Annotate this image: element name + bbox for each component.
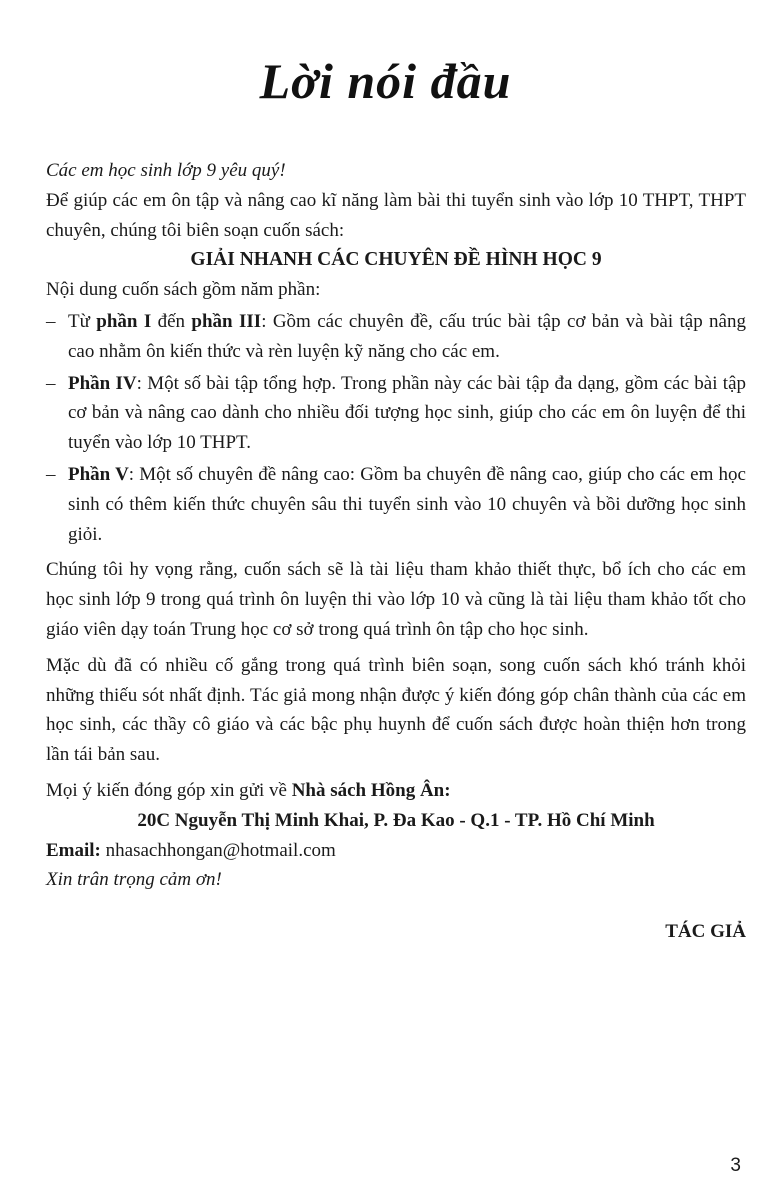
feedback-text: Mọi ý kiến đóng góp xin gửi về	[46, 779, 292, 801]
item-text: : Một số bài tập tổng hợp. Trong phần này các bài tập đa dạng, gồm các bài tập cơ bản và nâng cao dành cho nhiều đối tượng học sinh, giúp cho các em ôn luyện để thi tuyển vào lớp 10 THPT.	[68, 372, 747, 454]
intro-paragraph: Để giúp các em ôn tập và nâng cao kĩ năng làm bài thi tuyển sinh vào lớp 10 THPT, THPT chuyên, chúng tôi biên soạn cuốn sách:	[46, 189, 746, 241]
list-dash: –	[46, 310, 56, 332]
email-address: nhasachhongan@hotmail.com	[100, 839, 336, 861]
item-text: : Một số chuyên đề nâng cao: Gồm ba chuyên đề nâng cao, giúp cho các em học sinh có thêm kiến thức chuyên sâu thi tuyển sinh vào 10 chuyên và bồi dưỡng học sinh giỏi.	[68, 463, 746, 545]
publisher-address: 20C Nguyễn Thị Minh Khai, P. Đa Kao - Q.1 - TP. Hồ Chí Minh	[137, 809, 655, 831]
list-item	[46, 307, 746, 367]
item-bold-part: Phần IV	[68, 372, 137, 394]
feedback-line	[46, 776, 746, 806]
email-line	[46, 836, 746, 866]
hope-paragraph: Chúng tôi hy vọng rằng, cuốn sách sẽ là tài liệu tham khảo thiết thực, bổ ích cho các em học sinh lớp 9 trong quá trình ôn luyện thi vào lớp 10 và cũng là tài liệu tham khảo tốt cho giáo viên dạy toán Trung học cơ sở trong quá trình ôn tập cho học sinh.	[46, 559, 746, 640]
list-item	[46, 460, 746, 549]
item-bold-part: phần I	[96, 310, 152, 332]
item-text: : Gồm các chuyên đề, cấu trúc bài tập cơ bản và bài tập nâng cao nhằm ôn kiến thức và rèn luyện kỹ năng cho các em.	[68, 310, 746, 362]
thanks-line: Xin trân trọng cảm ơn!	[46, 869, 222, 891]
publisher-name: Nhà sách Hồng Ân:	[291, 779, 451, 801]
greeting: Các em học sinh lớp 9 yêu quý!	[46, 160, 286, 181]
item-bold-part: Phần V	[68, 463, 129, 485]
list-item	[46, 369, 746, 458]
page-title: Lời nói đầu	[259, 53, 512, 109]
contents-intro: Nội dung cuốn sách gồm năm phần:	[46, 279, 321, 301]
apology-paragraph: Mặc dù đã có nhiều cố gắng trong quá trình biên soạn, song cuốn sách khó tránh khỏi những thiếu sót nhất định. Tác giả mong nhận được ý kiến đóng góp chân thành của các em học sinh, các thầy cô giáo và các bậc phụ huynh để cuốn sách được hoàn thiện hơn trong lần tái bản sau.	[46, 654, 746, 766]
item-bold-part: phần III	[191, 310, 262, 332]
email-label: Email:	[46, 839, 101, 861]
item-text-pre: Từ	[68, 310, 97, 332]
preface-body	[46, 156, 746, 947]
author-signature: TÁC GIẢ	[665, 921, 746, 943]
item-text-mid: đến	[151, 310, 192, 332]
page-number: 3	[730, 1155, 741, 1176]
list-dash: –	[46, 463, 56, 485]
book-title: GIẢI NHANH CÁC CHUYÊN ĐỀ HÌNH HỌC 9	[190, 249, 602, 271]
list-dash: –	[46, 372, 56, 394]
